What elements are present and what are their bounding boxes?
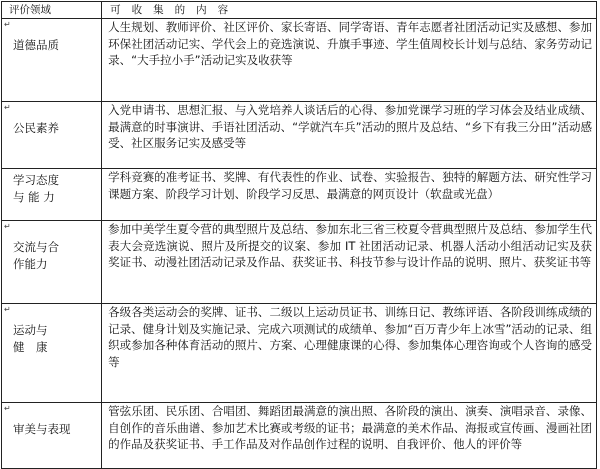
category-label-line2: 与 能 力 [13,190,55,204]
category-cell [2,169,102,221]
category-label: 审美与表现 [13,422,71,436]
content-cell [102,19,597,102]
table-row [2,304,597,403]
content-cell [102,169,597,221]
paragraph-mark-icon: ↵ [4,20,11,29]
table-row [2,403,597,469]
content-text: 各级各类运动会的奖牌、证书、二级以上运动员证书、训练日记、教练评语、各阶段训练成绩的记录、健身计划及实施记录、完成六项测试的成绩单、参加“百万青少年上冰雪”活动的记录、组织或参加各种体育活动的照片、方案、心理健康课的心得、参加集体心理咨询或个人咨询的感受等 [108,305,592,369]
category-label: 交流与合 [13,240,59,254]
header-domain: 评价领域 [2,2,102,19]
content-cell [102,221,597,304]
table-row [2,19,597,102]
content-text: 人生规划、教师评价、社区评价、家长寄语、同学寄语、青年志愿者社团活动记实及感想、参加环保社团活动记实、学代会上的竞选演说、升旗手事迹、学生值周校长计划与总结、家务劳动记录、“大手拉小手”活动记实及收获等 [108,20,592,68]
evaluation-table [1,1,597,469]
category-label-line2: 健 康 [13,340,48,354]
header-row [2,2,597,19]
category-label: 公民素养 [13,121,59,135]
content-cell [102,102,597,169]
paragraph-mark-icon: ↵ [4,404,11,413]
paragraph-mark-icon: ↵ [4,103,11,112]
category-label: 运动与 [13,323,48,337]
paragraph-mark-icon: ↵ [4,305,11,314]
category-cell [2,19,102,102]
table-row [2,169,597,221]
paragraph-mark-icon: ↵ [4,222,11,231]
category-cell [2,102,102,169]
category-label: 学习态度 [13,173,59,187]
content-cell [102,304,597,403]
category-label-line2: 作能力 [13,257,48,271]
table-row [2,221,597,304]
category-label: 道德品质 [13,38,59,52]
content-text: 参加中美学生夏令营的典型照片及总结、参加东北三省三校夏令营典型照片及总结、参加学生代表大会竞选演说、照片及所提交的议案、参加 IT 社团活动记录、机器人活动小组活动记实及获奖证书、动漫社团活动记录及作品、获奖证书、科技节参与设计作品的说明、照片、获奖证书等 [108,222,592,270]
category-cell [2,403,102,469]
category-cell [2,221,102,304]
table-row [2,102,597,169]
category-cell [2,304,102,403]
header-content: 可收集的内容 [102,2,597,19]
content-cell [102,403,597,469]
content-text: 学科竞赛的准考证书、奖牌、有代表性的作业、试卷、实验报告、独特的解题方法、研究性学习课题方案、阶段学习计划、阶段学习反思、最满意的网页设计（软盘或光盘） [108,170,592,201]
content-text: 管弦乐团、民乐团、合唱团、舞蹈团最满意的演出照、各阶段的演出、演奏、演唱录音、录像、自创作的音乐曲谱、参加艺术比赛或考级的证书；最满意的美术作品、海报或宣传画、漫画社团的作品及获奖证书、手工作品及对作品创作过程的说明、自我评价、他人的评价等 [108,404,592,452]
content-text: 入党申请书、思想汇报、与入党培养人谈话后的心得、参加党课学习班的学习体会及结业成绩、最满意的时事演讲、手语社团活动、“学就汽车兵”活动的照片及总结、“乡下有我三分田”活动感受、社区服务记实及感受等 [108,103,592,151]
